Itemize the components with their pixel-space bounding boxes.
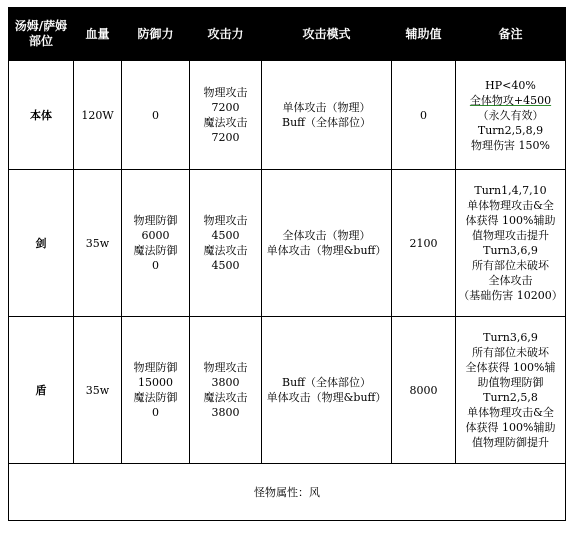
- support-cell: 2100: [392, 170, 456, 317]
- note-line: Turn2,5,8,9: [477, 123, 544, 137]
- notes-cell: [456, 317, 566, 464]
- attack-line: 物理攻击: [203, 214, 248, 227]
- monster-attribute: 怪物属性：风: [9, 464, 566, 521]
- note-line: 助值物理防御: [477, 376, 544, 389]
- note-line: 全体攻击: [488, 274, 533, 287]
- hp-cell: 120W: [74, 61, 122, 170]
- notes-cell: [456, 170, 566, 317]
- note-line: 值物理攻击提升: [472, 229, 549, 242]
- support-cell: 0: [392, 61, 456, 170]
- header-row: [9, 8, 566, 61]
- mode-line: 单体攻击（物理&buff）: [266, 244, 387, 257]
- note-line: 全体获得 100%辅: [465, 361, 556, 374]
- attack-line: 3800: [211, 376, 240, 389]
- defense-line: 0: [152, 259, 159, 272]
- mode-cell: [262, 170, 392, 317]
- note-line: 体获得 100%辅助: [465, 421, 556, 434]
- attack-line: 7200: [211, 131, 240, 144]
- mode-line: 单体攻击（物理&buff）: [266, 391, 387, 404]
- attack-line: 魔法攻击: [203, 391, 248, 404]
- defense-line: 物理防御: [133, 214, 178, 227]
- mode-cell: [262, 61, 392, 170]
- note-line: （基础伤害 10200）: [458, 289, 563, 302]
- support-cell: 8000: [392, 317, 456, 464]
- defense-cell: [122, 61, 190, 170]
- note-line: 单体物理攻击&全: [467, 406, 554, 419]
- note-line: 物理伤害 150%: [471, 138, 550, 152]
- attack-line: 4500: [211, 229, 240, 242]
- defense-line: 0: [152, 406, 159, 419]
- note-line: （永久有效）: [477, 108, 544, 122]
- header-notes: 备注: [456, 8, 566, 61]
- defense-line: 6000: [141, 229, 170, 242]
- note-line: Turn1,4,7,10: [474, 184, 547, 197]
- note-line: Turn3,6,9: [483, 244, 538, 257]
- header-part-line1: 汤姆/萨姆: [14, 19, 68, 33]
- part-cell: 剑: [9, 170, 74, 317]
- note-line: Turn3,6,9: [483, 331, 538, 344]
- mode-line: Buff（全体部位）: [282, 376, 371, 389]
- note-line: 体获得 100%辅助: [465, 214, 556, 227]
- header-hp: 血量: [74, 8, 122, 61]
- mode-line: Buff（全体部位）: [282, 116, 371, 129]
- mode-cell: [262, 317, 392, 464]
- attack-line: 3800: [211, 406, 240, 419]
- note-line: Turn2,5,8: [483, 391, 538, 404]
- header-support: 辅助值: [392, 8, 456, 61]
- defense-line: 魔法防御: [133, 391, 178, 404]
- header-attack: 攻击力: [190, 8, 262, 61]
- note-line: HP<40%: [485, 78, 536, 92]
- table-row: [9, 317, 566, 464]
- attack-cell: [190, 170, 262, 317]
- part-cell: 本体: [9, 61, 74, 170]
- hp-cell: 35w: [74, 317, 122, 464]
- header-part: [9, 8, 74, 61]
- attack-line: 魔法攻击: [203, 116, 248, 129]
- table-row: [9, 170, 566, 317]
- mode-line: 单体攻击（物理）: [282, 101, 371, 114]
- mode-line: 全体攻击（物理）: [282, 229, 371, 242]
- defense-cell: [122, 317, 190, 464]
- header-part-line2: 部位: [28, 34, 53, 48]
- defense-line: 0: [152, 108, 159, 122]
- part-cell: 盾: [9, 317, 74, 464]
- note-line: 所有部位未破坏: [472, 346, 549, 359]
- defense-line: 物理防御: [133, 361, 178, 374]
- defense-line: 15000: [138, 376, 173, 389]
- defense-line: 魔法防御: [133, 244, 178, 257]
- attack-cell: [190, 317, 262, 464]
- header-attack-mode: 攻击模式: [262, 8, 392, 61]
- attack-line: 物理攻击: [203, 86, 248, 99]
- note-line: 单体物理攻击&全: [467, 199, 554, 212]
- attack-line: 4500: [211, 259, 240, 272]
- header-defense: 防御力: [122, 8, 190, 61]
- hp-cell: 35w: [74, 170, 122, 317]
- attack-line: 7200: [211, 101, 240, 114]
- table-row: [9, 61, 566, 170]
- attack-line: 物理攻击: [203, 361, 248, 374]
- notes-cell: [456, 61, 566, 170]
- note-line: 值物理防御提升: [472, 436, 549, 449]
- defense-cell: [122, 170, 190, 317]
- note-line: 所有部位未破坏: [472, 259, 549, 272]
- boss-stats-table: [8, 7, 566, 521]
- note-line: 全体物攻+4500: [469, 93, 552, 107]
- footer-row: [9, 464, 566, 521]
- attack-cell: [190, 61, 262, 170]
- attack-line: 魔法攻击: [203, 244, 248, 257]
